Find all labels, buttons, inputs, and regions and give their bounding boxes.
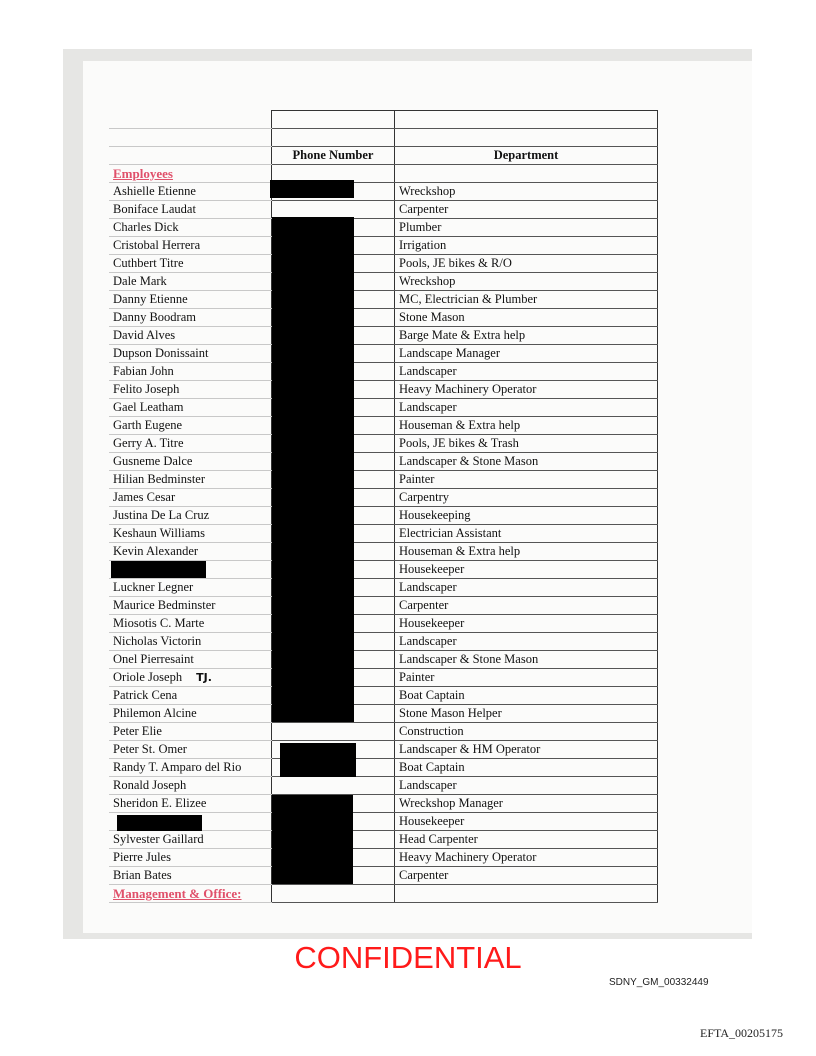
table-row bbox=[109, 309, 658, 327]
employee-name bbox=[109, 237, 272, 255]
department-name: Pools, JE bikes & Trash bbox=[395, 435, 658, 453]
table-row bbox=[109, 273, 658, 291]
department-cell bbox=[395, 885, 658, 903]
employee-name bbox=[109, 525, 272, 543]
employee-name bbox=[109, 723, 272, 741]
employee-name bbox=[109, 345, 272, 363]
table-row bbox=[109, 651, 658, 669]
department-name: Stone Mason bbox=[395, 309, 658, 327]
section-title: Employees bbox=[109, 165, 272, 183]
department-name: Carpenter bbox=[395, 597, 658, 615]
department-name: Painter bbox=[395, 471, 658, 489]
employee-phone-table bbox=[109, 110, 658, 903]
employee-name-text: Onel Pierresaint bbox=[113, 652, 194, 666]
department-name: Housekeeper bbox=[395, 561, 658, 579]
table-row bbox=[109, 327, 658, 345]
table-row bbox=[109, 633, 658, 651]
employee-name-text: Dupson Donissaint bbox=[113, 346, 209, 360]
department-name: Electrician Assistant bbox=[395, 525, 658, 543]
table-row bbox=[109, 831, 658, 849]
table-row bbox=[109, 543, 658, 561]
table-row bbox=[109, 687, 658, 705]
department-name: Landscaper bbox=[395, 579, 658, 597]
department-header: Department bbox=[395, 147, 658, 165]
table-row bbox=[109, 795, 658, 813]
department-name: Stone Mason Helper bbox=[395, 705, 658, 723]
table-row bbox=[109, 597, 658, 615]
employee-name bbox=[109, 867, 272, 885]
employee-name bbox=[109, 543, 272, 561]
redaction-bar bbox=[270, 180, 354, 198]
employee-name bbox=[109, 759, 272, 777]
department-name: Painter bbox=[395, 669, 658, 687]
employee-name bbox=[109, 363, 272, 381]
department-name: Houseman & Extra help bbox=[395, 417, 658, 435]
employee-name bbox=[109, 471, 272, 489]
employee-name-text: David Alves bbox=[113, 328, 176, 342]
department-name: Wreckshop bbox=[395, 183, 658, 201]
table-row bbox=[109, 237, 658, 255]
redaction-bar bbox=[111, 561, 206, 578]
employee-name-text: Boniface Laudat bbox=[113, 202, 196, 216]
table-row bbox=[109, 777, 658, 795]
employee-name bbox=[109, 453, 272, 471]
employee-name bbox=[109, 435, 272, 453]
name-header bbox=[109, 147, 272, 165]
employee-name-text: Keshaun Williams bbox=[113, 526, 205, 540]
employee-name bbox=[109, 849, 272, 867]
employee-name-text: Luckner Legner bbox=[113, 580, 194, 594]
department-name: Boat Captain bbox=[395, 759, 658, 777]
table-row bbox=[109, 669, 658, 687]
redaction-bar bbox=[117, 815, 202, 831]
table-row bbox=[109, 453, 658, 471]
table-row bbox=[109, 219, 658, 237]
employee-name bbox=[109, 291, 272, 309]
employee-name-text: Patrick Cena bbox=[113, 688, 178, 702]
name-cell bbox=[109, 111, 272, 129]
employee-name-text: Kevin Alexander bbox=[113, 544, 199, 558]
department-name: Housekeeper bbox=[395, 615, 658, 633]
employee-name-text: Justina De La Cruz bbox=[113, 508, 210, 522]
employee-name bbox=[109, 651, 272, 669]
employee-name-text: Dale Mark bbox=[113, 274, 167, 288]
phone-cell bbox=[272, 111, 395, 129]
phone-cell bbox=[272, 129, 395, 147]
employee-name-text: Hilian Bedminster bbox=[113, 472, 205, 486]
department-name: Wreckshop Manager bbox=[395, 795, 658, 813]
employee-name bbox=[109, 579, 272, 597]
employee-name-text: Oriole Joseph bbox=[113, 670, 183, 684]
confidential-stamp: CONFIDENTIAL bbox=[294, 940, 522, 975]
section-row bbox=[109, 885, 658, 903]
employee-name bbox=[109, 633, 272, 651]
employee-name bbox=[109, 705, 272, 723]
employee-name-text: Philemon Alcine bbox=[113, 706, 197, 720]
employee-name-text: Fabian John bbox=[113, 364, 174, 378]
section-title: Management & Office: bbox=[109, 885, 272, 903]
employee-name bbox=[109, 777, 272, 795]
table-row bbox=[109, 615, 658, 633]
table-row bbox=[109, 867, 658, 885]
phone-cell bbox=[272, 777, 395, 795]
employee-name bbox=[109, 507, 272, 525]
employee-name bbox=[109, 741, 272, 759]
employee-name-text: Miosotis C. Marte bbox=[113, 616, 205, 630]
table-row bbox=[109, 759, 658, 777]
department-cell bbox=[395, 111, 658, 129]
employee-name-text: Maurice Bedminster bbox=[113, 598, 216, 612]
employee-name bbox=[109, 669, 272, 687]
phone-cell bbox=[272, 885, 395, 903]
table-row bbox=[109, 183, 658, 201]
employee-name bbox=[109, 273, 272, 291]
employee-name-text: Peter St. Omer bbox=[113, 742, 187, 756]
table-row bbox=[109, 507, 658, 525]
employee-name bbox=[109, 489, 272, 507]
employee-name bbox=[109, 255, 272, 273]
employee-name-text: Gerry A. Titre bbox=[113, 436, 184, 450]
department-name: Wreckshop bbox=[395, 273, 658, 291]
handwritten-initials: TJ. bbox=[196, 671, 212, 684]
department-name: Heavy Machinery Operator bbox=[395, 849, 658, 867]
department-name: Landscaper & HM Operator bbox=[395, 741, 658, 759]
department-cell bbox=[395, 165, 658, 183]
department-name: Carpenter bbox=[395, 867, 658, 885]
department-name: Landscaper bbox=[395, 633, 658, 651]
department-name: Housekeeper bbox=[395, 813, 658, 831]
employee-name-text: Peter Elie bbox=[113, 724, 162, 738]
employee-name bbox=[109, 399, 272, 417]
employee-name-text: James Cesar bbox=[113, 490, 176, 504]
department-cell bbox=[395, 129, 658, 147]
blank-row bbox=[109, 111, 658, 129]
employee-name-text: Danny Boodram bbox=[113, 310, 196, 324]
employee-name-text: Sylvester Gaillard bbox=[113, 832, 204, 846]
table-row bbox=[109, 255, 658, 273]
table-row bbox=[109, 435, 658, 453]
table-row bbox=[109, 723, 658, 741]
employee-name bbox=[109, 201, 272, 219]
table-row bbox=[109, 345, 658, 363]
department-name: Boat Captain bbox=[395, 687, 658, 705]
table-row bbox=[109, 201, 658, 219]
department-name: Landscaper bbox=[395, 777, 658, 795]
employee-name bbox=[109, 795, 272, 813]
redaction-bar bbox=[272, 795, 353, 884]
department-name: Landscaper bbox=[395, 399, 658, 417]
employee-name-text: Randy T. Amparo del Rio bbox=[113, 760, 242, 774]
redaction-bar bbox=[272, 217, 354, 722]
blank-row bbox=[109, 129, 658, 147]
department-name: Heavy Machinery Operator bbox=[395, 381, 658, 399]
table-row bbox=[109, 741, 658, 759]
employee-name bbox=[109, 309, 272, 327]
phone-header: Phone Number bbox=[272, 147, 395, 165]
employee-name-text: Gael Leatham bbox=[113, 400, 184, 414]
employee-name-text: Danny Etienne bbox=[113, 292, 188, 306]
employee-name-text: Brian Bates bbox=[113, 868, 172, 882]
employee-name-text: Ronald Joseph bbox=[113, 778, 187, 792]
employee-name bbox=[109, 183, 272, 201]
table-row bbox=[109, 363, 658, 381]
employee-name-text: Cuthbert Titre bbox=[113, 256, 184, 270]
department-name: MC, Electrician & Plumber bbox=[395, 291, 658, 309]
department-name: Carpentry bbox=[395, 489, 658, 507]
department-name: Landscaper & Stone Mason bbox=[395, 651, 658, 669]
table-row bbox=[109, 417, 658, 435]
employee-name bbox=[109, 687, 272, 705]
phone-cell bbox=[272, 201, 395, 219]
employee-name bbox=[109, 381, 272, 399]
employee-name bbox=[109, 417, 272, 435]
department-name: Head Carpenter bbox=[395, 831, 658, 849]
employee-name-text: Felito Joseph bbox=[113, 382, 180, 396]
employee-name bbox=[109, 219, 272, 237]
efta-number: EFTA_00205175 bbox=[700, 1026, 784, 1040]
employee-name-text: Nicholas Victorin bbox=[113, 634, 202, 648]
table-row bbox=[109, 705, 658, 723]
table-row bbox=[109, 471, 658, 489]
employee-name bbox=[109, 597, 272, 615]
employee-name bbox=[109, 831, 272, 849]
employee-name-text: Gusneme Dalce bbox=[113, 454, 193, 468]
department-name: Landscaper bbox=[395, 363, 658, 381]
department-name: Construction bbox=[395, 723, 658, 741]
employee-name-text: Garth Eugene bbox=[113, 418, 183, 432]
table-row bbox=[109, 849, 658, 867]
table-row bbox=[109, 399, 658, 417]
table-row bbox=[109, 525, 658, 543]
employee-name-text: Charles Dick bbox=[113, 220, 179, 234]
department-name: Carpenter bbox=[395, 201, 658, 219]
section-row bbox=[109, 165, 658, 183]
name-cell bbox=[109, 129, 272, 147]
employee-name-text: Ashielle Etienne bbox=[113, 184, 196, 198]
department-name: Barge Mate & Extra help bbox=[395, 327, 658, 345]
department-name: Houseman & Extra help bbox=[395, 543, 658, 561]
employee-name-text: Cristobal Herrera bbox=[113, 238, 201, 252]
phone-cell bbox=[272, 723, 395, 741]
employee-name-text: Sheridon E. Elizee bbox=[113, 796, 207, 810]
department-name: Plumber bbox=[395, 219, 658, 237]
header-row bbox=[109, 147, 658, 165]
table-row bbox=[109, 381, 658, 399]
bates-number: SDNY_GM_00332449 bbox=[609, 977, 709, 988]
employee-name-text: Pierre Jules bbox=[113, 850, 171, 864]
employee-name bbox=[109, 327, 272, 345]
department-name: Landscaper & Stone Mason bbox=[395, 453, 658, 471]
department-name: Pools, JE bikes & R/O bbox=[395, 255, 658, 273]
department-name: Housekeeping bbox=[395, 507, 658, 525]
redaction-bar bbox=[280, 743, 356, 777]
department-name: Irrigation bbox=[395, 237, 658, 255]
employee-name bbox=[109, 615, 272, 633]
table-row bbox=[109, 291, 658, 309]
table-row bbox=[109, 579, 658, 597]
table-row bbox=[109, 489, 658, 507]
department-name: Landscape Manager bbox=[395, 345, 658, 363]
